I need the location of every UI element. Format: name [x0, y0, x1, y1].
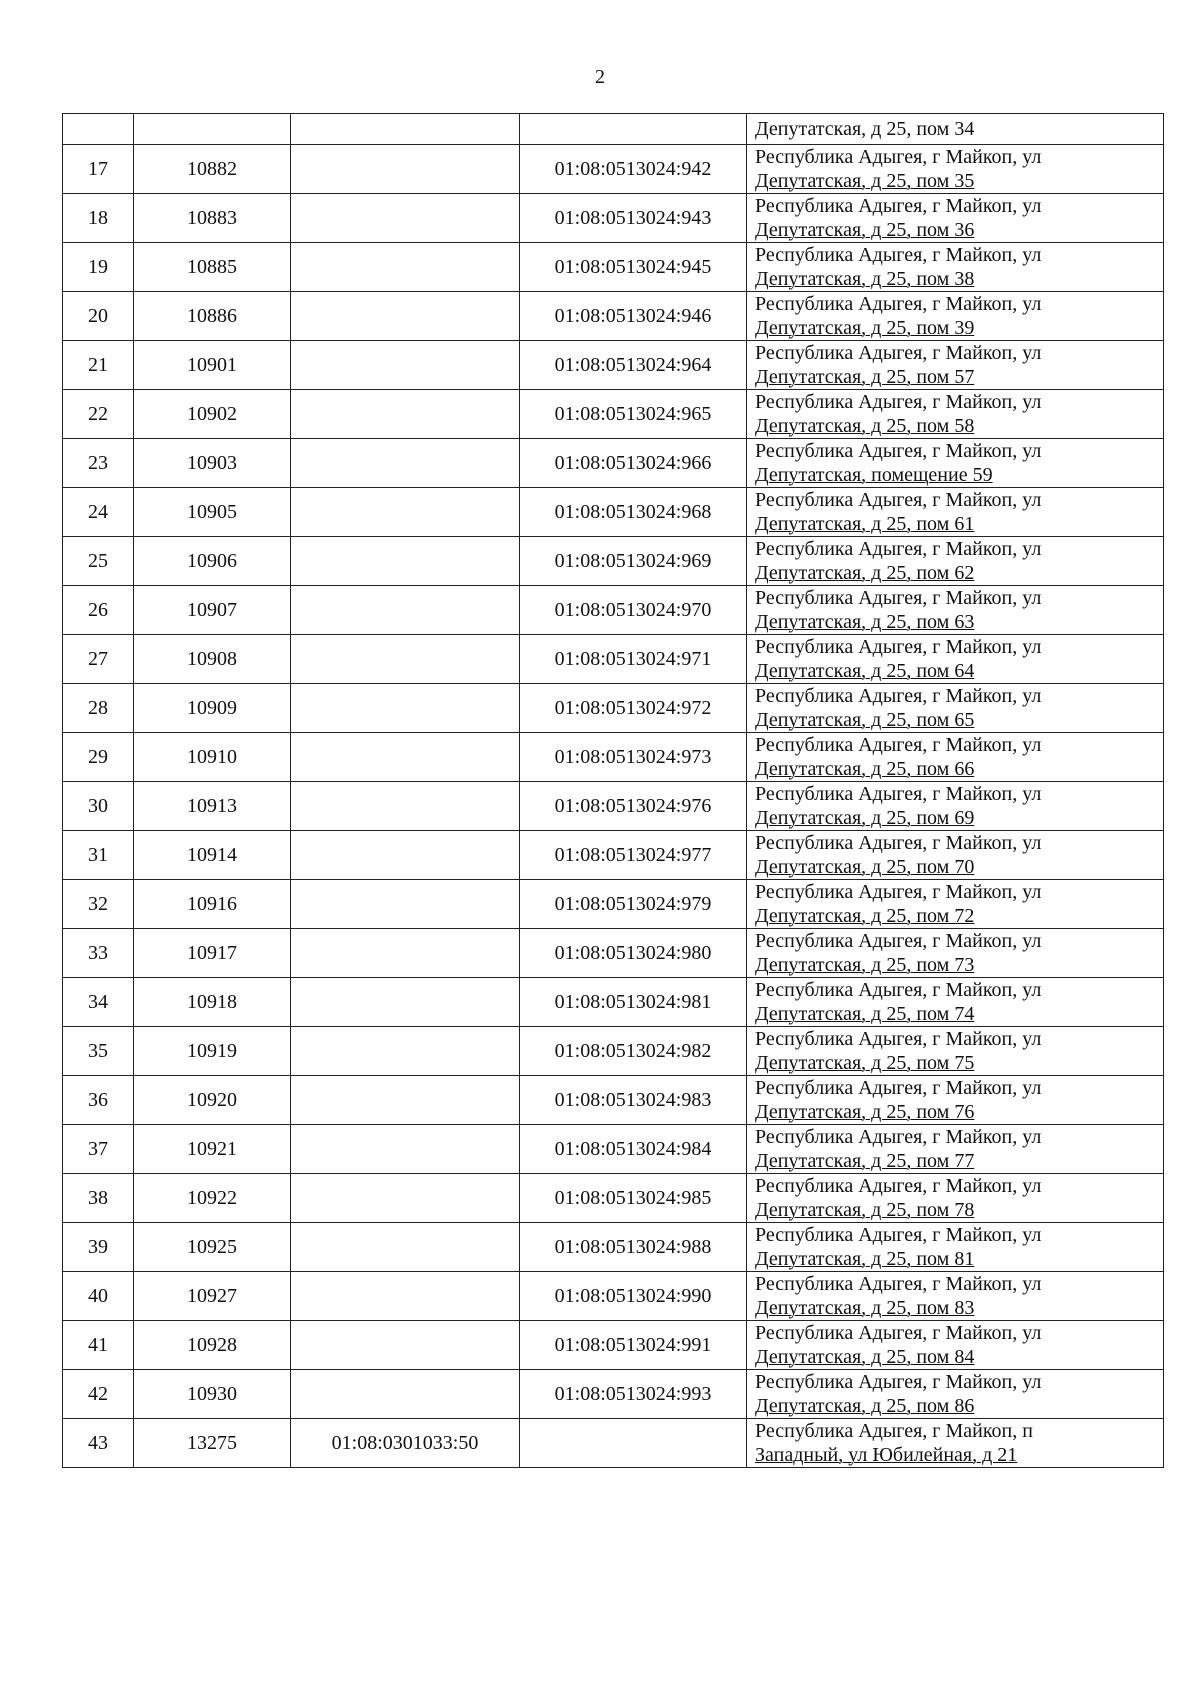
cell-number: 28 [63, 684, 134, 733]
table-row [63, 929, 1164, 978]
cell-number: 23 [63, 439, 134, 488]
address-line-1: Республика Адыгея, г Майкоп, ул [755, 440, 1042, 462]
cell-cadastral-1 [291, 635, 520, 684]
cell-cadastral-2: 01:08:0513024:968 [520, 488, 747, 537]
cell-number: 20 [63, 292, 134, 341]
cell-cadastral-2: 01:08:0513024:979 [520, 880, 747, 929]
cell-cadastral-1 [291, 114, 520, 145]
cell-address [747, 243, 1164, 292]
table-row [63, 586, 1164, 635]
table-row [63, 684, 1164, 733]
cell-address [747, 488, 1164, 537]
address-line-2: Депутатская, д 25, пом 57 [755, 366, 975, 388]
cell-code: 10930 [134, 1370, 291, 1419]
table-row [63, 1076, 1164, 1125]
cell-cadastral-1 [291, 1174, 520, 1223]
cell-cadastral-2: 01:08:0513024:976 [520, 782, 747, 831]
cell-code: 10903 [134, 439, 291, 488]
cell-code: 10918 [134, 978, 291, 1027]
cell-cadastral-1 [291, 1223, 520, 1272]
address-line-1: Республика Адыгея, г Майкоп, ул [755, 930, 1042, 952]
cell-address [747, 733, 1164, 782]
table-row [63, 978, 1164, 1027]
cell-cadastral-1 [291, 733, 520, 782]
cell-address [747, 1272, 1164, 1321]
cell-cadastral-1 [291, 831, 520, 880]
cell-number: 18 [63, 194, 134, 243]
table-row [63, 831, 1164, 880]
cell-number: 22 [63, 390, 134, 439]
address-line-2: Депутатская, д 25, пом 35 [755, 170, 975, 192]
address-line-2: Депутатская, д 25, пом 77 [755, 1150, 975, 1172]
address-line-1: Республика Адыгея, г Майкоп, ул [755, 832, 1042, 854]
address-line-2: Депутатская, д 25, пом 73 [755, 954, 975, 976]
table-row [63, 782, 1164, 831]
table-row [63, 1419, 1164, 1468]
cell-code: 10908 [134, 635, 291, 684]
cell-number: 43 [63, 1419, 134, 1468]
cell-address [747, 1174, 1164, 1223]
cell-cadastral-1: 01:08:0301033:50 [291, 1419, 520, 1468]
cell-code: 10913 [134, 782, 291, 831]
cell-code: 10916 [134, 880, 291, 929]
cell-cadastral-2: 01:08:0513024:984 [520, 1125, 747, 1174]
cell-number: 27 [63, 635, 134, 684]
cell-number: 17 [63, 145, 134, 194]
cell-code: 10928 [134, 1321, 291, 1370]
table-row [63, 488, 1164, 537]
cell-number: 29 [63, 733, 134, 782]
cell-address [747, 782, 1164, 831]
address-line-1: Республика Адыгея, г Майкоп, ул [755, 293, 1042, 315]
address-line-1: Республика Адыгея, г Майкоп, ул [755, 1077, 1042, 1099]
cell-number: 36 [63, 1076, 134, 1125]
cell-cadastral-2: 01:08:0513024:971 [520, 635, 747, 684]
cell-cadastral-1 [291, 880, 520, 929]
address-line-1: Республика Адыгея, г Майкоп, ул [755, 685, 1042, 707]
cell-code: 10902 [134, 390, 291, 439]
cell-code: 10917 [134, 929, 291, 978]
cell-code: 10914 [134, 831, 291, 880]
address-line-1: Республика Адыгея, г Майкоп, ул [755, 342, 1042, 364]
cell-cadastral-2: 01:08:0513024:983 [520, 1076, 747, 1125]
cell-number: 21 [63, 341, 134, 390]
table-row [63, 145, 1164, 194]
cell-number: 34 [63, 978, 134, 1027]
cell-cadastral-2: 01:08:0513024:946 [520, 292, 747, 341]
address-line-2: Западный, ул Юбилейная, д 21 [755, 1444, 1018, 1466]
cell-cadastral-1 [291, 978, 520, 1027]
cell-number: 24 [63, 488, 134, 537]
address-line-1: Республика Адыгея, г Майкоп, ул [755, 587, 1042, 609]
cell-cadastral-1 [291, 292, 520, 341]
address-line-2: Депутатская, д 25, пом 75 [755, 1052, 975, 1074]
address-line-1: Республика Адыгея, г Майкоп, ул [755, 979, 1042, 1001]
cell-number: 31 [63, 831, 134, 880]
cell-address [747, 929, 1164, 978]
cell-code: 10882 [134, 145, 291, 194]
cell-address [747, 978, 1164, 1027]
table-row [63, 1174, 1164, 1223]
address-line-1: Республика Адыгея, г Майкоп, ул [755, 1175, 1042, 1197]
address-line-1: Республика Адыгея, г Майкоп, ул [755, 195, 1042, 217]
cell-cadastral-1 [291, 1076, 520, 1125]
cell-number: 35 [63, 1027, 134, 1076]
address-line-2: Депутатская, д 25, пом 58 [755, 415, 975, 437]
address-line-1: Республика Адыгея, г Майкоп, ул [755, 538, 1042, 560]
cell-cadastral-2: 01:08:0513024:945 [520, 243, 747, 292]
cell-address [747, 114, 1164, 145]
address-line-2: Депутатская, д 25, пом 38 [755, 268, 975, 290]
address-line-2: Депутатская, д 25, пом 76 [755, 1101, 975, 1123]
address-line-1: Республика Адыгея, г Майкоп, ул [755, 391, 1042, 413]
cell-cadastral-2: 01:08:0513024:980 [520, 929, 747, 978]
registry-table-body [63, 114, 1164, 1468]
cell-code: 10910 [134, 733, 291, 782]
address-line-2: Депутатская, д 25, пом 39 [755, 317, 975, 339]
table-row [63, 194, 1164, 243]
table-row [63, 1370, 1164, 1419]
cell-cadastral-2: 01:08:0513024:942 [520, 145, 747, 194]
table-row [63, 635, 1164, 684]
cell-cadastral-2: 01:08:0513024:982 [520, 1027, 747, 1076]
table-row [63, 880, 1164, 929]
cell-code: 10919 [134, 1027, 291, 1076]
cell-cadastral-1 [291, 1125, 520, 1174]
table-row [63, 1125, 1164, 1174]
cell-cadastral-2: 01:08:0513024:970 [520, 586, 747, 635]
cell-cadastral-1 [291, 194, 520, 243]
cell-address [747, 537, 1164, 586]
cell-code: 10920 [134, 1076, 291, 1125]
cell-address [747, 586, 1164, 635]
cell-address [747, 292, 1164, 341]
cell-address [747, 1027, 1164, 1076]
cell-cadastral-1 [291, 929, 520, 978]
address-line-2: Депутатская, д 25, пом 61 [755, 513, 975, 535]
cell-cadastral-2 [520, 1419, 747, 1468]
address-line-1: Республика Адыгея, г Майкоп, ул [755, 1273, 1042, 1295]
cell-cadastral-2: 01:08:0513024:964 [520, 341, 747, 390]
cell-cadastral-2: 01:08:0513024:988 [520, 1223, 747, 1272]
cell-address [747, 880, 1164, 929]
cell-address [747, 439, 1164, 488]
cell-number: 30 [63, 782, 134, 831]
cell-number: 19 [63, 243, 134, 292]
cell-cadastral-2: 01:08:0513024:991 [520, 1321, 747, 1370]
address-line-1: Республика Адыгея, г Майкоп, ул [755, 1028, 1042, 1050]
address-line-2: Депутатская, д 25, пом 66 [755, 758, 975, 780]
cell-code: 13275 [134, 1419, 291, 1468]
cell-cadastral-2 [520, 114, 747, 145]
cell-code: 10922 [134, 1174, 291, 1223]
address-line-2: Депутатская, д 25, пом 74 [755, 1003, 975, 1025]
table-row [63, 1272, 1164, 1321]
cell-cadastral-1 [291, 1272, 520, 1321]
page-number: 2 [595, 66, 605, 88]
table-row [63, 439, 1164, 488]
cell-address [747, 1076, 1164, 1125]
address-line-1: Республика Адыгея, г Майкоп, ул [755, 1126, 1042, 1148]
cell-number: 42 [63, 1370, 134, 1419]
table-row [63, 733, 1164, 782]
cell-number: 26 [63, 586, 134, 635]
address-line-2: Депутатская, д 25, пом 72 [755, 905, 975, 927]
cell-address [747, 1370, 1164, 1419]
address-line-1: Республика Адыгея, г Майкоп, ул [755, 1322, 1042, 1344]
table-row [63, 390, 1164, 439]
address-line-2: Депутатская, д 25, пом 70 [755, 856, 975, 878]
cell-number: 25 [63, 537, 134, 586]
cell-address [747, 684, 1164, 733]
registry-table [62, 113, 1164, 1468]
cell-cadastral-1 [291, 537, 520, 586]
address-line-2: Депутатская, д 25, пом 62 [755, 562, 975, 584]
cell-code: 10905 [134, 488, 291, 537]
cell-cadastral-1 [291, 684, 520, 733]
cell-cadastral-2: 01:08:0513024:973 [520, 733, 747, 782]
cell-address [747, 194, 1164, 243]
table-row-continuation [63, 114, 1164, 145]
cell-code: 10909 [134, 684, 291, 733]
address-line-2: Депутатская, д 25, пом 81 [755, 1248, 975, 1270]
cell-address [747, 1223, 1164, 1272]
cell-cadastral-2: 01:08:0513024:990 [520, 1272, 747, 1321]
cell-code: 10927 [134, 1272, 291, 1321]
cell-code: 10906 [134, 537, 291, 586]
address-line-2: Депутатская, помещение 59 [755, 464, 993, 486]
address-line-2: Депутатская, д 25, пом 36 [755, 219, 975, 241]
cell-number: 32 [63, 880, 134, 929]
address-line-1: Республика Адыгея, г Майкоп, ул [755, 489, 1042, 511]
cell-cadastral-1 [291, 1321, 520, 1370]
cell-cadastral-2: 01:08:0513024:969 [520, 537, 747, 586]
cell-address [747, 390, 1164, 439]
cell-cadastral-1 [291, 439, 520, 488]
address-line-1: Республика Адыгея, г Майкоп, ул [755, 881, 1042, 903]
cell-number: 38 [63, 1174, 134, 1223]
cell-cadastral-1 [291, 390, 520, 439]
cell-cadastral-1 [291, 145, 520, 194]
address-line-1: Республика Адыгея, г Майкоп, п [755, 1420, 1033, 1442]
cell-code: 10885 [134, 243, 291, 292]
cell-address [747, 145, 1164, 194]
cell-address [747, 831, 1164, 880]
cell-address [747, 1125, 1164, 1174]
cell-cadastral-1 [291, 782, 520, 831]
cell-cadastral-2: 01:08:0513024:966 [520, 439, 747, 488]
cell-cadastral-1 [291, 1370, 520, 1419]
address-line-2: Депутатская, д 25, пом 64 [755, 660, 975, 682]
table-row [63, 243, 1164, 292]
address-line-2: Депутатская, д 25, пом 83 [755, 1297, 975, 1319]
cell-number: 41 [63, 1321, 134, 1370]
table-row [63, 1223, 1164, 1272]
address-line-2: Депутатская, д 25, пом 63 [755, 611, 975, 633]
address-line-2: Депутатская, д 25, пом 65 [755, 709, 975, 731]
cell-address [747, 635, 1164, 684]
cell-number: 39 [63, 1223, 134, 1272]
cell-number: 40 [63, 1272, 134, 1321]
address-line-1: Республика Адыгея, г Майкоп, ул [755, 636, 1042, 658]
address-line-2: Депутатская, д 25, пом 86 [755, 1395, 975, 1417]
cell-number [63, 114, 134, 145]
cell-number: 33 [63, 929, 134, 978]
address-line-2: Депутатская, д 25, пом 78 [755, 1199, 975, 1221]
table-row [63, 1027, 1164, 1076]
cell-cadastral-1 [291, 488, 520, 537]
cell-cadastral-1 [291, 1027, 520, 1076]
address-line-1: Республика Адыгея, г Майкоп, ул [755, 734, 1042, 756]
cell-cadastral-2: 01:08:0513024:943 [520, 194, 747, 243]
cell-code: 10883 [134, 194, 291, 243]
cell-cadastral-2: 01:08:0513024:977 [520, 831, 747, 880]
cell-cadastral-2: 01:08:0513024:985 [520, 1174, 747, 1223]
address-line-2: Депутатская, д 25, пом 84 [755, 1346, 975, 1368]
cell-cadastral-1 [291, 586, 520, 635]
cell-cadastral-1 [291, 243, 520, 292]
cell-code: 10886 [134, 292, 291, 341]
cell-address [747, 1321, 1164, 1370]
cell-cadastral-2: 01:08:0513024:965 [520, 390, 747, 439]
address-line-1: Республика Адыгея, г Майкоп, ул [755, 1224, 1042, 1246]
cell-cadastral-2: 01:08:0513024:972 [520, 684, 747, 733]
cell-address [747, 1419, 1164, 1468]
address-line-1: Республика Адыгея, г Майкоп, ул [755, 783, 1042, 805]
cell-code: 10925 [134, 1223, 291, 1272]
cell-cadastral-2: 01:08:0513024:981 [520, 978, 747, 1027]
cell-code: 10921 [134, 1125, 291, 1174]
cell-code [134, 114, 291, 145]
table-row [63, 1321, 1164, 1370]
cell-cadastral-1 [291, 341, 520, 390]
cell-number: 37 [63, 1125, 134, 1174]
cell-cadastral-2: 01:08:0513024:993 [520, 1370, 747, 1419]
table-row [63, 537, 1164, 586]
address-line-1: Республика Адыгея, г Майкоп, ул [755, 146, 1042, 168]
address-line-2: Депутатская, д 25, пом 69 [755, 807, 975, 829]
address-line-1: Республика Адыгея, г Майкоп, ул [755, 244, 1042, 266]
table-row [63, 292, 1164, 341]
table-row [63, 341, 1164, 390]
cell-code: 10901 [134, 341, 291, 390]
address-line-1: Республика Адыгея, г Майкоп, ул [755, 1371, 1042, 1393]
cell-code: 10907 [134, 586, 291, 635]
cell-address [747, 341, 1164, 390]
address-line: Депутатская, д 25, пом 34 [755, 118, 975, 140]
